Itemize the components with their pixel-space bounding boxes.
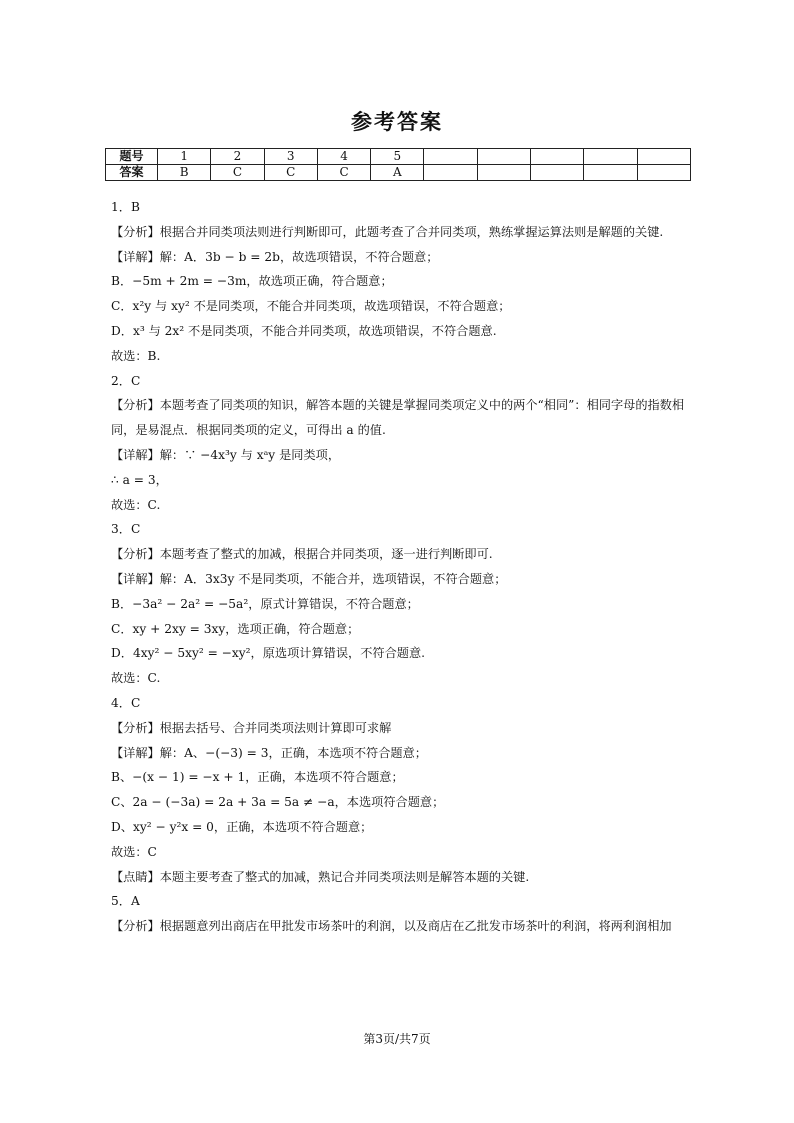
table-cell: C (211, 165, 264, 181)
solution-line: 2．C (111, 373, 141, 388)
solution-line: 故选：C. (111, 497, 161, 512)
table-cell (477, 165, 530, 181)
page-title: 参考答案 (351, 110, 443, 134)
solution-line: B、−(x − 1) = −x + 1，正确，本选项不符合题意； (111, 770, 404, 785)
table-cell: 4 (317, 149, 370, 165)
solution-line: D、xy² − y²x = 0，正确，本选项不符合题意； (111, 819, 373, 834)
solution-line: 【详解】解：A．3b − b = 2b，故选项错误，不符合题意； (111, 249, 439, 264)
table-cell: 3 (264, 149, 317, 165)
solution-line: 【详解】解：A．3x3y 不是同类项，不能合并，选项错误，不符合题意； (111, 571, 507, 586)
solution-line: 【详解】解：∵ −4x³y 与 xᵃy 是同类项， (111, 447, 341, 462)
table-row-numbers (106, 149, 691, 165)
solution-line: D．x³ 与 2x² 不是同类项，不能合并同类项，故选项错误，不符合题意. (111, 323, 497, 338)
solution-line: B．−3a² − 2a² = −5a²，原式计算错误，不符合题意； (111, 596, 419, 611)
table-cell: A (371, 165, 424, 181)
solution-line: 【分析】根据去括号、合并同类项法则计算即可求解 (111, 720, 392, 735)
page-number: 第3页/共7页 (363, 1032, 431, 1046)
table-cell (531, 165, 584, 181)
table-cell: 2 (211, 149, 264, 165)
solution-line: C．x²y 与 xy² 不是同类项，不能合并同类项，故选项错误，不符合题意； (111, 299, 511, 314)
table-cell: C (264, 165, 317, 181)
solution-line: 4．C (111, 695, 141, 710)
solution-line: 【分析】根据题意列出商店在甲批发市场茶叶的利润，以及商店在乙批发市场茶叶的利润，将两利润相加 (111, 919, 672, 934)
table-cell (584, 149, 637, 165)
solution-line: 故选：B. (111, 348, 161, 363)
solution-line: 故选：C. (111, 671, 161, 686)
table-cell (584, 165, 637, 181)
table-cell: C (317, 165, 370, 181)
answer-table (105, 148, 691, 181)
table-cell (637, 165, 690, 181)
solution-line: 【详解】解：A、−(−3) = 3，正确，本选项不符合题意； (111, 745, 427, 760)
solution-line: ∴ a = 3， (111, 472, 168, 487)
table-cell (637, 149, 690, 165)
solution-line: 【点睛】本题主要考查了整式的加减，熟记合并同类项法则是解答本题的关键. (111, 869, 530, 884)
solution-line: 故选：C (111, 844, 157, 859)
solution-line: 【分析】根据合并同类项法则进行判断即可，此题考查了合并同类项，熟练掌握运算法则是解题的关键. (111, 224, 664, 239)
table-cell (424, 149, 477, 165)
table-row-answers (106, 165, 691, 181)
solution-line: 【分析】本题考查了整式的加减，根据合并同类项，逐一进行判断即可. (111, 547, 493, 562)
solution-content (111, 196, 691, 940)
table-cell (477, 149, 530, 165)
solution-line: D．4xy² − 5xy² = −xy²，原选项计算错误，不符合题意. (111, 646, 426, 661)
solution-line: 3．C (111, 522, 141, 537)
table-cell (424, 165, 477, 181)
row-header-question-number: 题号 (106, 149, 158, 165)
table-cell (531, 149, 584, 165)
table-cell: 1 (158, 149, 211, 165)
solution-line: 【分析】本题考查了同类项的知识，解答本题的关键是掌握同类项定义中的两个“相同”：相同字母的指数相 (111, 398, 685, 413)
solution-line: B．−5m + 2m = −3m，故选项正确，符合题意； (111, 274, 393, 289)
solution-line: 同，是易混点．根据同类项的定义，可得出 a 的值. (111, 423, 386, 438)
table-cell: 5 (371, 149, 424, 165)
row-header-answer: 答案 (106, 165, 158, 181)
solution-line: C、2a − (−3a) = 2a + 3a = 5a ≠ −a，本选项符合题意； (111, 795, 445, 810)
table-cell: B (158, 165, 211, 181)
solution-line: C．xy + 2xy = 3xy，选项正确，符合题意； (111, 621, 360, 636)
solution-line: 1．B (111, 200, 140, 214)
solution-line: 5．A (111, 894, 140, 909)
